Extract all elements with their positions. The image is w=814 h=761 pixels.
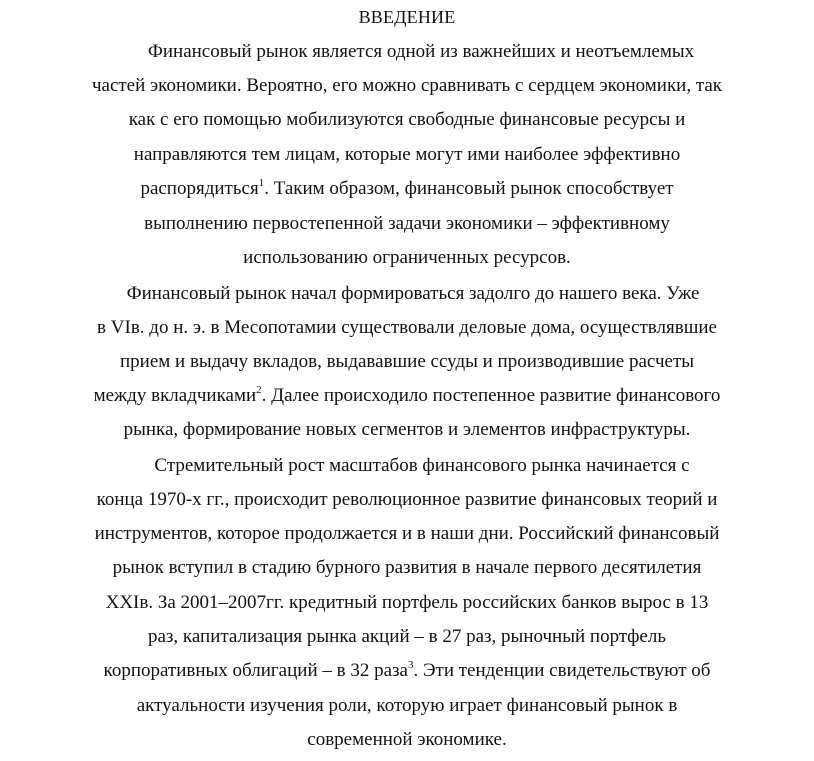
line-text: корпоративных облигаций – в 32 раза <box>103 660 408 681</box>
document-title: ВВЕДЕНИЕ <box>358 7 456 27</box>
line-text: распорядиться <box>140 178 259 199</box>
paragraph-3-line-2: конца 1970-х гг., происходит революционное развитие финансовых теорий и <box>96 489 718 510</box>
paragraph-1-line-3: как с его помощью мобилизуются свободные финансовые ресурсы и <box>128 109 686 130</box>
line-text-after: . Далее происходило постепенное развитие финансового <box>261 385 721 406</box>
line-text: между вкладчиками <box>93 385 257 406</box>
paragraph-3-line-1: Стремительный рост масштабов финансового рынка начинается с <box>154 455 690 476</box>
footnote-ref-2[interactable]: 2 <box>256 384 262 396</box>
paragraph-3-line-3: инструментов, которое продолжается и в наши дни. Российский финансовый <box>94 523 720 544</box>
footnote-ref-1[interactable]: 1 <box>258 177 265 189</box>
paragraph-1-line-5 <box>0 177 814 201</box>
paragraph-1-line-7: использованию ограниченных ресурсов. <box>243 247 571 268</box>
paragraph-3-line-7 <box>0 659 814 683</box>
paragraph-2-line-1: Финансовый рынок начал формироваться задолго до нашего века. Уже <box>126 283 700 304</box>
paragraph-3-line-4: рынок вступил в стадию бурного развития в начале первого десятилетия <box>112 557 702 578</box>
paragraph-1-line-6: выполнению первостепенной задачи экономики – эффективному <box>144 213 670 234</box>
paragraph-3-line-8: актуальности изучения роли, которую играет финансовый рынок в <box>136 695 678 716</box>
paragraph-2-line-2: в VIв. до н. э. в Месопотамии существовали деловые дома, осуществлявшие <box>97 317 717 338</box>
paragraph-2-line-3: прием и выдачу вкладов, выдававшие ссуды и производившие расчеты <box>119 351 695 372</box>
paragraph-1-line-2: частей экономики. Вероятно, его можно сравнивать с сердцем экономики, так <box>91 75 723 96</box>
paragraph-3-line-9: современной экономике. <box>307 729 507 750</box>
paragraph-2-line-4 <box>0 384 814 408</box>
footnote-ref-3[interactable]: 3 <box>407 659 414 671</box>
paragraph-2-line-5: рынка, формирование новых сегментов и элементов инфраструктуры. <box>123 419 691 440</box>
paragraph-1-line-4: направляются тем лицам, которые могут ими наиболее эффективно <box>133 144 681 165</box>
paragraph-3-line-6: раз, капитализация рынка акций – в 27 раз, рыночный портфель <box>147 626 667 647</box>
line-text-after: . Эти тенденции свидетельствуют об <box>413 660 711 681</box>
paragraph-1-line-1: Финансовый рынок является одной из важнейших и неотъемлемых <box>147 41 695 62</box>
paragraph-3-line-5: XXIв. За 2001–2007гг. кредитный портфель российских банков вырос в 13 <box>105 592 709 613</box>
line-text-after: . Таким образом, финансовый рынок способствует <box>264 178 674 199</box>
